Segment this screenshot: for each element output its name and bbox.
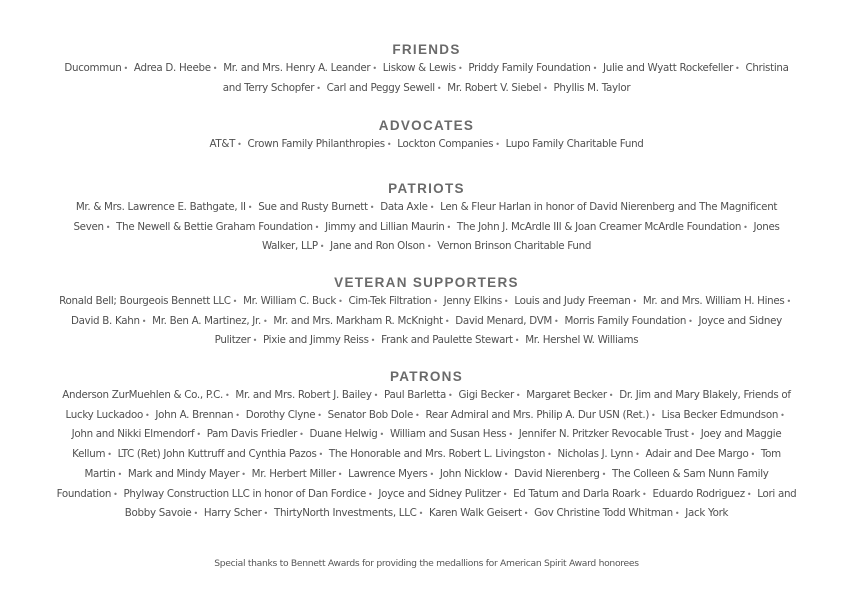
section-heading: FRIENDS <box>392 42 461 57</box>
donor-name: Gigi Becker <box>458 389 514 401</box>
donor-name: David Menard, DVM <box>455 314 553 327</box>
donor-name: Frank and Paulette Stewart <box>381 334 513 347</box>
donor-name: Louis and Judy Freeman <box>514 295 631 307</box>
bullet-separator: • <box>436 83 442 93</box>
donor-name: Tom Martin <box>84 448 781 480</box>
bullet-separator: • <box>457 64 463 73</box>
bullet-separator: • <box>237 140 242 149</box>
donor-name: Mr. and Mrs. William H. Hines <box>642 295 785 307</box>
donor-name: Pixie and Jimmy Reiss <box>262 334 369 347</box>
donor-name: Mr. Ben A. Martinez, Jr. <box>152 314 261 327</box>
donor-name: John Nicklow <box>439 467 502 480</box>
donor-name: Nicholas J. Lynn <box>557 448 634 461</box>
donor-name: Mr. and Mrs. Markham R. McKnight <box>273 314 443 327</box>
bullet-separator: • <box>316 83 321 93</box>
donor-name: Carl and Peggy Sewell <box>326 81 435 94</box>
donor-name: Rear Admiral and Mrs. Philip A. Dur USN (Ret.) <box>425 408 650 421</box>
donor-name: Karen Walk Geisert <box>428 507 522 520</box>
donor-name: Lawrence Myers <box>348 467 428 480</box>
donor-name: Liskow & Lewis <box>382 62 456 74</box>
bullet-separator: • <box>262 316 268 326</box>
donor-name: Mr. Herbert Miller <box>251 467 336 480</box>
bullet-separator: • <box>252 336 257 346</box>
bullet-separator: • <box>786 297 791 306</box>
bullet-separator: • <box>674 509 680 519</box>
bullet-separator: • <box>235 410 240 420</box>
bullet-separator: • <box>370 336 376 346</box>
donor-name: Pam Davis Friedler <box>206 428 298 441</box>
donor-name: Senator Bob Dole <box>327 408 414 421</box>
bullet-separator: • <box>601 469 607 479</box>
bullet-separator: • <box>508 430 513 440</box>
section-patrons <box>56 368 797 524</box>
bullet-separator: • <box>369 203 375 212</box>
bullet-separator: • <box>418 509 423 519</box>
bullet-separator: • <box>495 140 500 149</box>
bullet-separator: • <box>746 489 752 499</box>
bullet-separator: • <box>515 391 521 400</box>
donor-name: Lupo Family Charitable Fund <box>505 138 644 150</box>
bullet-separator: • <box>444 316 450 326</box>
bullet-separator: • <box>196 430 201 440</box>
donor-name: Mr. & Mrs. Lawrence E. Bathgate, II <box>75 201 246 213</box>
section-veteran-supporters <box>56 274 797 351</box>
donor-name: Mr. Hershel W. Williams <box>525 334 639 347</box>
bullet-separator: • <box>318 450 323 460</box>
donor-name: Jimmy and Lillian Maurin <box>325 220 445 233</box>
section-patriots <box>56 180 797 257</box>
bullet-separator: • <box>367 489 373 499</box>
donor-name: Morris Family Foundation <box>564 314 687 327</box>
bullet-separator: • <box>372 64 377 73</box>
donor-name: Jennifer N. Pritzker Revocable Trust <box>518 428 689 441</box>
donor-name: LTC (Ret) John Kuttruff and Cynthia Pazos <box>117 448 317 461</box>
donor-name: Lockton Companies <box>397 138 494 150</box>
bullet-separator: • <box>523 509 529 519</box>
bullet-separator: • <box>592 64 598 73</box>
section-heading: VETERAN SUPPORTERS <box>334 275 519 290</box>
donor-name: Margaret Becker <box>526 389 607 401</box>
bullet-separator: • <box>212 64 218 73</box>
donor-name: Mr. William C. Buck <box>243 295 337 307</box>
bullet-separator: • <box>113 489 118 499</box>
donor-name: Ducommun <box>64 62 122 74</box>
donor-name: Adrea D. Heebe <box>133 62 211 74</box>
donor-name: The Honorable and Mrs. Robert L. Livingston <box>328 448 546 461</box>
donor-name: Mark and Mindy Mayer <box>127 467 240 480</box>
donor-name: Len & Fleur Harlan in honor of David Nierenberg and The Magnificent Seven <box>73 201 778 233</box>
donor-name: The Colleen & Sam Nunn Family Foundation <box>56 467 769 500</box>
section-heading: PATRIOTS <box>388 181 465 196</box>
names-list <box>56 386 797 524</box>
donor-name: Jane and Ron Olson <box>330 240 425 253</box>
bullet-separator: • <box>608 391 614 400</box>
bullet-separator: • <box>433 297 438 306</box>
bullet-separator: • <box>337 469 343 479</box>
donor-name: Dr. Jim and Mary Blakely, Friends of Lucky Luckadoo <box>65 389 791 421</box>
bullet-separator: • <box>145 410 150 420</box>
donor-name: Joyce and Sidney Pulitzer <box>214 314 782 347</box>
donor-name: Vernon Brinson Charitable Fund <box>437 240 592 253</box>
bullet-separator: • <box>446 222 451 232</box>
names-list <box>56 292 797 351</box>
donor-name: Mr. and Mrs. Henry A. Leander <box>223 62 371 74</box>
bullet-separator: • <box>317 410 322 420</box>
donor-name: Ed Tatum and Darla Roark <box>513 487 641 500</box>
section-friends <box>56 41 797 98</box>
bullet-separator: • <box>105 222 111 232</box>
donor-name: Mr. and Mrs. Robert J. Bailey <box>235 389 372 401</box>
section-heading: PATRONS <box>389 369 464 384</box>
bullet-separator: • <box>543 83 548 93</box>
bullet-separator: • <box>448 391 453 400</box>
donor-name: Harry Scher <box>203 507 262 520</box>
bullet-separator: • <box>373 391 379 400</box>
bullet-separator: • <box>743 222 748 232</box>
donor-name: Phylway Construction LLC in honor of Dan Fordice <box>123 487 366 500</box>
bullet-separator: • <box>338 297 343 306</box>
bullet-separator: • <box>503 297 509 306</box>
section-heading: ADVOCATES <box>378 118 475 133</box>
bullet-separator: • <box>514 336 520 346</box>
donor-name: Cim-Tek Filtration <box>348 295 432 307</box>
bullet-separator: • <box>632 297 637 306</box>
bullet-separator: • <box>415 410 420 420</box>
bullet-separator: • <box>314 222 320 232</box>
donor-name: Anderson ZurMuehlen & Co., P.C. <box>62 389 223 401</box>
donor-name: The John J. McArdle III & Joan Creamer McArdle Foundation <box>456 220 742 233</box>
bullet-separator: • <box>386 140 392 149</box>
bullet-separator: • <box>247 203 253 212</box>
bullet-separator: • <box>651 410 656 420</box>
donor-name: Ronald Bell; Bourgeois Bennett LLC <box>59 295 231 307</box>
names-list <box>56 135 797 155</box>
bullet-separator: • <box>299 430 304 440</box>
bullet-separator: • <box>426 242 432 252</box>
donor-name: Joyce and Sidney Pulitzer <box>378 487 501 500</box>
donor-name: Sue and Rusty Burnett <box>258 201 368 213</box>
bullet-separator: • <box>107 450 112 460</box>
bullet-separator: • <box>502 489 508 499</box>
donor-name: David Nierenberg <box>514 467 600 480</box>
names-list <box>56 59 797 98</box>
donor-name: David B. Kahn <box>71 314 140 327</box>
bullet-separator: • <box>642 489 647 499</box>
section-advocates <box>56 117 797 155</box>
donor-name: Joey and Maggie Kellum <box>72 428 782 461</box>
bullet-separator: • <box>503 469 509 479</box>
donor-name: Jack York <box>685 507 729 520</box>
donor-name: Priddy Family Foundation <box>468 62 591 74</box>
donor-name: Eduardo Rodriguez <box>652 487 745 500</box>
bullet-separator: • <box>554 316 559 326</box>
donor-name: Gov Christine Todd Whitman <box>534 507 673 520</box>
donor-name: Christina and Terry Schopfer <box>222 62 789 94</box>
donor-name: John A. Brennan <box>155 408 234 421</box>
bullet-separator: • <box>319 242 325 252</box>
bullet-separator: • <box>750 450 755 460</box>
bullet-separator: • <box>688 316 693 326</box>
donor-name: Dorothy Clyne <box>245 408 316 421</box>
bullet-separator: • <box>547 450 552 460</box>
donor-name: ThirtyNorth Investments, LLC <box>273 507 417 520</box>
bullet-separator: • <box>429 203 435 212</box>
names-list <box>56 198 797 257</box>
bullet-separator: • <box>232 297 238 306</box>
donor-name: Lisa Becker Edmundson <box>661 408 779 421</box>
footer-thanks: Special thanks to Bennett Awards for providing the medallions for American Spirit Award honorees <box>214 558 639 569</box>
donor-name: Crown Family Philanthropies <box>247 138 385 150</box>
donor-name: John and Nikki Elmendorf <box>71 428 195 441</box>
bullet-separator: • <box>690 430 695 440</box>
donor-name: Jones Walker, LLP <box>261 220 780 253</box>
bullet-separator: • <box>429 469 434 479</box>
donor-name: Duane Helwig <box>309 428 378 441</box>
donor-name: William and Susan Hess <box>389 428 507 441</box>
bullet-separator: • <box>117 469 122 479</box>
donor-name: Phyllis M. Taylor <box>553 81 631 94</box>
donor-name: Julie and Wyatt Rockefeller <box>603 62 734 74</box>
bullet-separator: • <box>635 450 640 460</box>
bullet-separator: • <box>735 64 740 73</box>
bullet-separator: • <box>123 64 128 73</box>
bullet-separator: • <box>379 430 384 440</box>
bullet-separator: • <box>193 509 198 519</box>
donor-name: Jenny Elkins <box>443 295 502 307</box>
donor-name: Lori and Bobby Savoie <box>124 487 797 520</box>
bullet-separator: • <box>241 469 246 479</box>
bullet-separator: • <box>263 509 268 519</box>
donor-name: AT&T <box>209 138 236 150</box>
donor-name: The Newell & Bettie Graham Foundation <box>116 220 313 233</box>
donor-name: Mr. Robert V. Siebel <box>447 81 542 94</box>
donor-name: Paul Barletta <box>384 389 447 401</box>
bullet-separator: • <box>780 410 785 420</box>
bullet-separator: • <box>225 391 230 400</box>
bullet-separator: • <box>141 316 147 326</box>
donor-name: Data Axle <box>380 201 428 213</box>
donor-name: Adair and Dee Margo <box>645 448 749 461</box>
